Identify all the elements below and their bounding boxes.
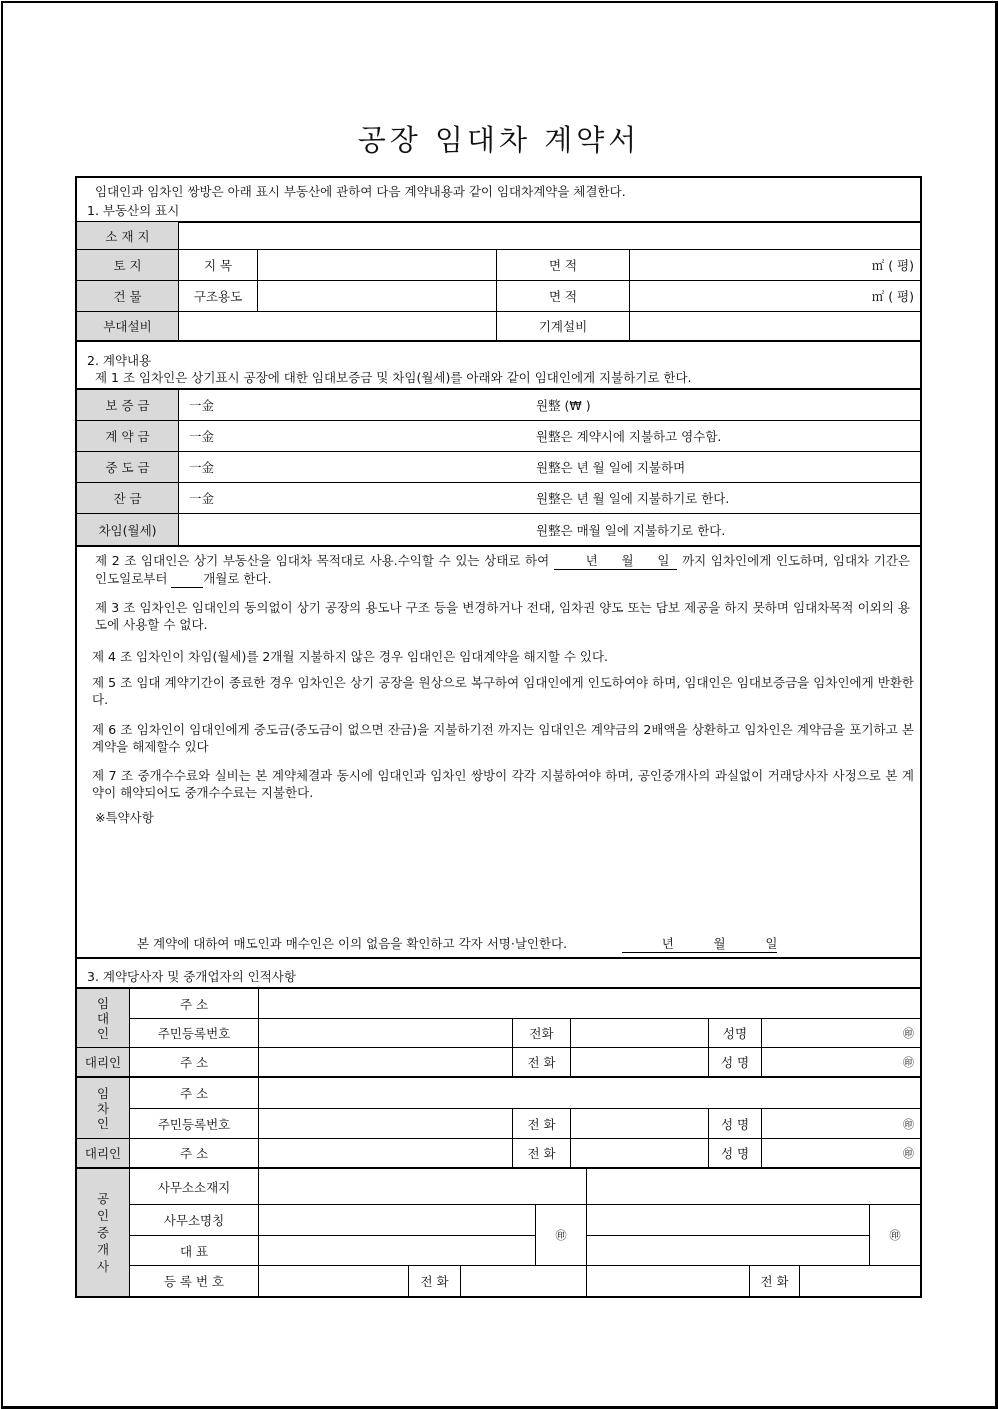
- rent-field[interactable]: [178, 514, 920, 545]
- seal-icon: ㊞: [903, 1056, 914, 1069]
- deposit-prefix: 一金: [189, 398, 215, 413]
- rent-label: 차임(월세): [77, 514, 178, 545]
- interim-payment-tail: 원整은 년 월 일에 지불하며: [536, 460, 686, 475]
- broker-seal-1[interactable]: [535, 1205, 586, 1265]
- down-payment-field[interactable]: [178, 421, 920, 451]
- lessee-agent-name-label: 성 명: [708, 1139, 761, 1167]
- confirm-date[interactable]: 년 월 일: [622, 936, 778, 951]
- deposit-label: 보 증 금: [77, 390, 178, 420]
- lessee-label: 임 차 인: [77, 1078, 129, 1138]
- broker-reg-no-field-2[interactable]: [586, 1266, 749, 1296]
- land-label: 토 지: [77, 250, 178, 280]
- seal-icon: ㊞: [903, 1117, 914, 1131]
- article-6: 제 6 조 임차인이 임대인에게 중도금(중도금이 없으면 잔금)을 지불하기전 까지는 임대인은 계약금의 2배액을 상환하고 임차인은 계약금을 포기하고 본 계약을 해제할수 있다: [92, 722, 914, 754]
- facility-field[interactable]: [178, 312, 496, 340]
- lessor-agent-label: 대리인: [77, 1048, 129, 1076]
- office-name-field-2[interactable]: [586, 1205, 869, 1235]
- representative-field-1[interactable]: [258, 1236, 535, 1265]
- interim-payment-field[interactable]: [178, 452, 920, 482]
- deposit-tail: 원整 (₩ ): [536, 398, 591, 413]
- lessee-resident-no-label: 주민등록번호: [129, 1109, 258, 1138]
- broker-phone-label-2: 전 화: [749, 1266, 799, 1296]
- building-area-label: 면 적: [496, 281, 629, 311]
- article-2: 제 2 조 임대인은 상기 부동산을 임대차 목적대로 사용.수익할 수 있는 상태로 하여 년 월 일 까지 임차인에게 인도하며, 임대차 기간은 인도일로부터 개월로 한다.: [95, 553, 910, 586]
- interim-payment-prefix: 一金: [189, 460, 215, 475]
- lessor-label: 임 대 인: [77, 989, 129, 1047]
- lessee-phone-field[interactable]: [570, 1109, 708, 1138]
- lessor-phone-field[interactable]: [570, 1019, 708, 1047]
- lessor-agent-address-field[interactable]: [258, 1048, 512, 1076]
- lessor-address-field[interactable]: [258, 989, 920, 1018]
- structure-label: 구조용도: [178, 281, 257, 311]
- lessee-resident-no-field[interactable]: [258, 1109, 512, 1138]
- office-address-field-1[interactable]: [258, 1169, 586, 1204]
- lessee-phone-label: 전 화: [512, 1109, 570, 1138]
- section2-heading: 2. 계약내용: [87, 353, 152, 368]
- land-category-field[interactable]: [257, 250, 496, 280]
- lessor-address-label: 주 소: [129, 989, 258, 1018]
- page-title: 공장 임대차 계약서: [357, 123, 641, 157]
- reg-no-field[interactable]: [258, 1266, 408, 1296]
- structure-field[interactable]: [257, 281, 496, 311]
- lessee-agent-name-field[interactable]: [761, 1139, 920, 1167]
- broker-phone-field-1[interactable]: [460, 1266, 586, 1296]
- lessee-agent-address-field[interactable]: [258, 1139, 512, 1167]
- seal-icon: ㊞: [555, 1229, 567, 1242]
- down-payment-label: 계 약 금: [77, 421, 178, 451]
- lessor-resident-no-field[interactable]: [258, 1019, 512, 1047]
- special-terms-label: ※특약사항: [95, 810, 154, 825]
- land-area-field[interactable]: ㎡ ( 평): [629, 250, 920, 280]
- interim-payment-label: 중 도 금: [77, 452, 178, 482]
- seal-icon: ㊞: [903, 1027, 914, 1040]
- land-category-label: 지 목: [178, 250, 257, 280]
- balance-prefix: 一金: [189, 491, 215, 506]
- machinery-label: 기계설비: [496, 312, 629, 340]
- lessee-agent-address-label: 주 소: [129, 1139, 258, 1167]
- lessor-agent-name-label: 성 명: [708, 1048, 761, 1076]
- lessee-name-label: 성 명: [708, 1109, 761, 1138]
- location-field[interactable]: [178, 222, 920, 249]
- land-area-label: 면 적: [496, 250, 629, 280]
- broker-label: 공 인 중 개 사: [77, 1169, 129, 1296]
- lessor-name-field[interactable]: [761, 1019, 920, 1047]
- broker-phone-label-1: 전 화: [408, 1266, 460, 1296]
- office-address-label: 사무소소재지: [129, 1169, 258, 1204]
- lessor-agent-phone-label: 전 화: [512, 1048, 570, 1076]
- building-area-field[interactable]: ㎡ ( 평): [629, 281, 920, 311]
- office-name-label: 사무소명칭: [129, 1205, 258, 1235]
- office-name-field-1[interactable]: [258, 1205, 535, 1235]
- down-payment-prefix: 一金: [189, 429, 215, 444]
- down-payment-tail: 원整은 계약시에 지불하고 영수함.: [536, 429, 722, 444]
- rent-tail: 원整은 매월 일에 지불하기로 한다.: [536, 522, 726, 538]
- office-address-field-2[interactable]: [586, 1169, 920, 1204]
- broker-seal-2[interactable]: [869, 1205, 920, 1265]
- representative-label: 대 표: [129, 1236, 258, 1265]
- building-label: 건 물: [77, 281, 178, 311]
- article-5: 제 5 조 임대 계약기간이 종료한 경우 임차인은 상기 공장을 원상으로 복구하여 임대인에게 인도하여야 하며, 임대인은 임대보증금을 임차인에게 반환한다.: [92, 675, 914, 707]
- lessee-agent-phone-field[interactable]: [570, 1139, 708, 1167]
- lessee-address-field[interactable]: [258, 1078, 920, 1108]
- lessee-name-field[interactable]: [761, 1109, 920, 1138]
- lessor-resident-no-label: 주민등록번호: [129, 1019, 258, 1047]
- article-3: 제 3 조 임차인은 임대인의 동의없이 상기 공장의 용도나 구조 등을 변경하거나 전대, 임차권 양도 또는 담보 제공을 하지 못하며 임대차목적 이외의 용도에 사용할 수 없다.: [95, 600, 910, 632]
- balance-tail: 원整은 년 월 일에 지불하기로 한다.: [536, 491, 730, 506]
- machinery-field[interactable]: [629, 312, 920, 340]
- contract-form: [75, 176, 922, 1298]
- lessor-agent-name-field[interactable]: [761, 1048, 920, 1076]
- lessee-agent-phone-label: 전 화: [512, 1139, 570, 1167]
- article-7: 제 7 조 중개수수료와 실비는 본 계약체결과 동시에 임대인과 임차인 쌍방이 각각 지불하여야 하며, 공인중개사의 과실없이 거래당사자 사정으로 본 계약이 해약되어도 중개수수료는 지불한다.: [92, 768, 914, 800]
- lessee-agent-label: 대리인: [77, 1139, 129, 1167]
- lessee-address-label: 주 소: [129, 1078, 258, 1108]
- lessor-name-label: 성명: [708, 1019, 761, 1047]
- section3-heading: 3. 계약당사자 및 중개업자의 인적사항: [87, 969, 296, 984]
- deposit-field[interactable]: [178, 390, 920, 420]
- broker-phone-field-2[interactable]: [799, 1266, 920, 1296]
- seal-icon: ㊞: [889, 1229, 901, 1242]
- lessor-agent-phone-field[interactable]: [570, 1048, 708, 1076]
- article-4: 제 4 조 임차인이 차임(월세)를 2개월 지불하지 않은 경우 임대인은 임대계약을 해지할 수 있다.: [92, 649, 608, 664]
- lessor-agent-address-label: 주 소: [129, 1048, 258, 1076]
- reg-no-label: 등 록 번 호: [129, 1266, 258, 1296]
- lessor-phone-label: 전화: [512, 1019, 570, 1047]
- facility-label: 부대설비: [77, 312, 178, 340]
- location-label: 소 재 지: [77, 222, 178, 249]
- representative-field-2[interactable]: [586, 1236, 869, 1265]
- confirm-text: 본 계약에 대하여 매도인과 매수인은 이의 없음을 확인하고 각자 서명·날인한다.: [137, 936, 568, 951]
- balance-label: 잔 금: [77, 483, 178, 513]
- section1-heading: 1. 부동산의 표시: [87, 203, 180, 218]
- article-1: 제 1 조 임차인은 상기표시 공장에 대한 임대보증금 및 차임(월세)를 아래와 같이 임대인에게 지불하기로 한다.: [95, 370, 692, 385]
- seal-icon: ㊞: [903, 1147, 914, 1160]
- balance-field[interactable]: [178, 483, 920, 513]
- intro-text: 임대인과 임차인 쌍방은 아래 표시 부동산에 관하여 다음 계약내용과 같이 임대차계약을 체결한다.: [95, 184, 626, 199]
